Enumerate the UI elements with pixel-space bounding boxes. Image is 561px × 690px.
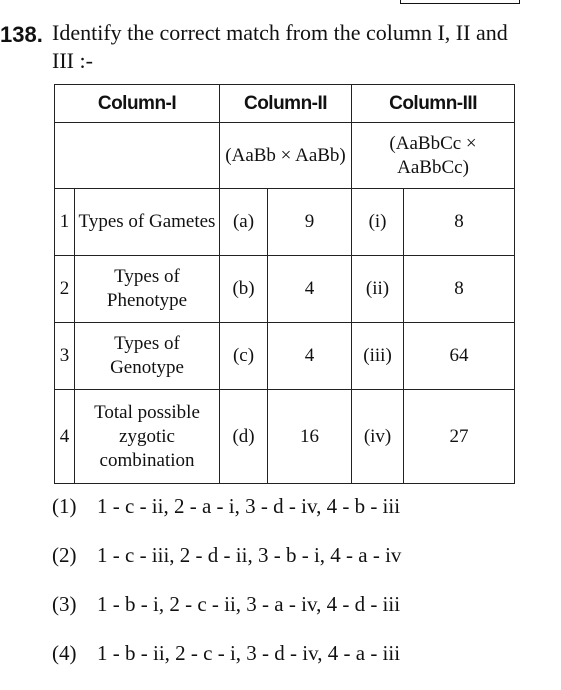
answer-options — [52, 494, 401, 690]
column-1-subheader — [55, 123, 220, 189]
row-number: 4 — [55, 390, 75, 484]
column-2-label: (b) — [220, 256, 268, 323]
column-2-label: (c) — [220, 323, 268, 390]
column-3-label: (iii) — [352, 323, 404, 390]
option-2[interactable] — [52, 543, 401, 592]
column-1-header: Column-I — [55, 85, 220, 123]
subheader-row — [55, 123, 515, 189]
column-3-value: 8 — [404, 256, 515, 323]
table-row — [55, 390, 515, 484]
column-3-label: (iv) — [352, 390, 404, 484]
option-number: (4) — [52, 641, 77, 665]
column-2-label: (a) — [220, 189, 268, 256]
column-3-subheader: (AaBbCc × AaBbCc) — [352, 123, 515, 189]
table-row — [55, 189, 515, 256]
option-text: 1 - c - ii, 2 - a - i, 3 - d - iv, 4 - b - iii — [97, 494, 401, 518]
column-3-label: (i) — [352, 189, 404, 256]
match-table — [54, 84, 515, 484]
column-2-value: 4 — [268, 323, 352, 390]
row-item: Types of Gametes — [75, 189, 220, 256]
question-text: Identify the correct match from the column I, II and III :- — [52, 20, 508, 73]
option-4[interactable] — [52, 641, 401, 690]
row-number: 2 — [55, 256, 75, 323]
option-number: (1) — [52, 494, 77, 518]
column-3-header: Column-III — [352, 85, 515, 123]
header-box — [400, 0, 520, 4]
row-number: 3 — [55, 323, 75, 390]
column-2-subheader: (AaBb × AaBb) — [220, 123, 352, 189]
table-row — [55, 256, 515, 323]
column-2-value: 4 — [268, 256, 352, 323]
row-number: 1 — [55, 189, 75, 256]
row-item: Total possible zygotic combination — [75, 390, 220, 484]
option-text: 1 - b - i, 2 - c - ii, 3 - a - iv, 4 - d - iii — [97, 592, 401, 616]
column-3-value: 8 — [404, 189, 515, 256]
column-2-label: (d) — [220, 390, 268, 484]
question-number: 138. — [0, 22, 43, 47]
header-row — [55, 85, 515, 123]
option-number: (2) — [52, 543, 77, 567]
row-item: Types of Phenotype — [75, 256, 220, 323]
option-1[interactable] — [52, 494, 401, 543]
option-number: (3) — [52, 592, 77, 616]
option-text: 1 - b - ii, 2 - c - i, 3 - d - iv, 4 - a - iii — [97, 641, 401, 665]
option-3[interactable] — [52, 592, 401, 641]
column-2-value: 16 — [268, 390, 352, 484]
row-item: Types of Genotype — [75, 323, 220, 390]
column-2-value: 9 — [268, 189, 352, 256]
column-2-header: Column-II — [220, 85, 352, 123]
column-3-value: 64 — [404, 323, 515, 390]
column-3-value: 27 — [404, 390, 515, 484]
option-text: 1 - c - iii, 2 - d - ii, 3 - b - i, 4 - a - iv — [97, 543, 402, 567]
column-3-label: (ii) — [352, 256, 404, 323]
table-row — [55, 323, 515, 390]
